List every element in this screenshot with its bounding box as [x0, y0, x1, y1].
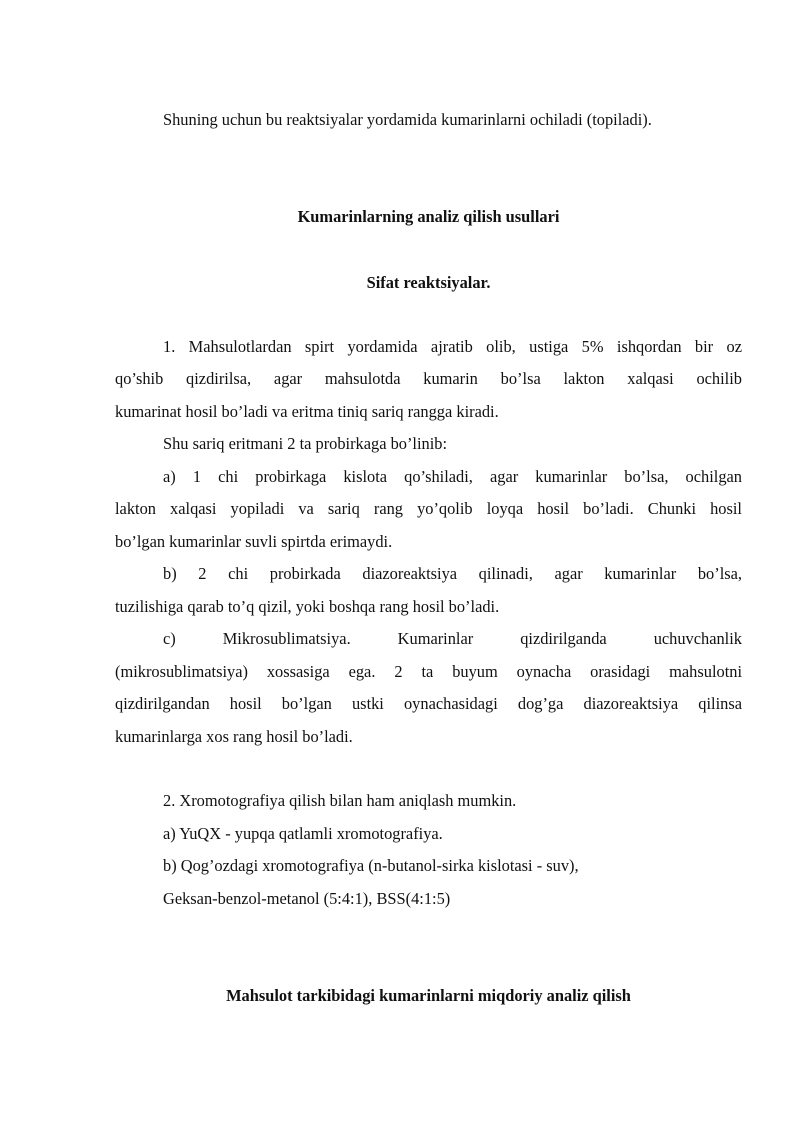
a-line-2: lakton xalqasi yopiladi va sariq rang yo’qolib loyqa hosil bo’ladi. Chunki hosil	[115, 499, 742, 518]
c-line-4: kumarinlarga xos rang hosil bo’ladi.	[115, 727, 353, 746]
c-line-1: c) Mikrosublimatsiya. Kumarinlar qizdirilganda uchuvchanlik	[163, 629, 742, 648]
split-line: Shu sariq eritmani 2 ta probirkaga bo’linib:	[163, 434, 448, 453]
subsection-heading: Sifat reaktsiyalar.	[366, 273, 491, 292]
intro-line: Shuning uchun bu reaktsiyalar yordamida kumarinlarni ochiladi (topiladi).	[163, 110, 652, 129]
item1-line-2: qo’shib qizdirilsa, agar mahsulotda kumarin bo’lsa lakton xalqasi ochilib	[115, 369, 742, 388]
item2-line-4: Geksan-benzol-metanol (5:4:1), BSS(4:1:5)	[163, 889, 451, 908]
item1-line-3: kumarinat hosil bo’ladi va eritma tiniq sariq rangga kiradi.	[115, 402, 499, 421]
a-line-3: bo’lgan kumarinlar suvli spirtda erimaydi.	[115, 532, 393, 551]
c-line-2: (mikrosublimatsiya) xossasiga ega. 2 ta buyum oynacha orasidagi mahsulotni	[115, 662, 742, 681]
c-line-3: qizdirilgandan hosil bo’lgan ustki oynachasidagi dog’ga diazoreaktsiya qilinsa	[115, 694, 742, 713]
item2-line-1: 2. Xromotografiya qilish bilan ham aniqlash mumkin.	[163, 791, 517, 810]
item2-line-3: b) Qog’ozdagi xromotografiya (n-butanol-sirka kislotasi - suv),	[163, 856, 579, 875]
section-heading-2: Mahsulot tarkibidagi kumarinlarni miqdoriy analiz qilish	[226, 986, 631, 1005]
b-line-1: b) 2 chi probirkada diazoreaktsiya qilinadi, agar kumarinlar bo’lsa,	[163, 564, 742, 583]
b-line-2: tuzilishiga qarab to’q qizil, yoki boshqa rang hosil bo’ladi.	[115, 597, 500, 616]
item2-line-2: a) YuQX - yupqa qatlamli xromotografiya.	[163, 824, 443, 843]
item1-line-1: 1. Mahsulotlardan spirt yordamida ajratib olib, ustiga 5% ishqordan bir oz	[163, 337, 742, 356]
section-heading: Kumarinlarning analiz qilish usullari	[297, 207, 560, 226]
a-line-1: a) 1 chi probirkaga kislota qo’shiladi, agar kumarinlar bo’lsa, ochilgan	[163, 467, 742, 486]
